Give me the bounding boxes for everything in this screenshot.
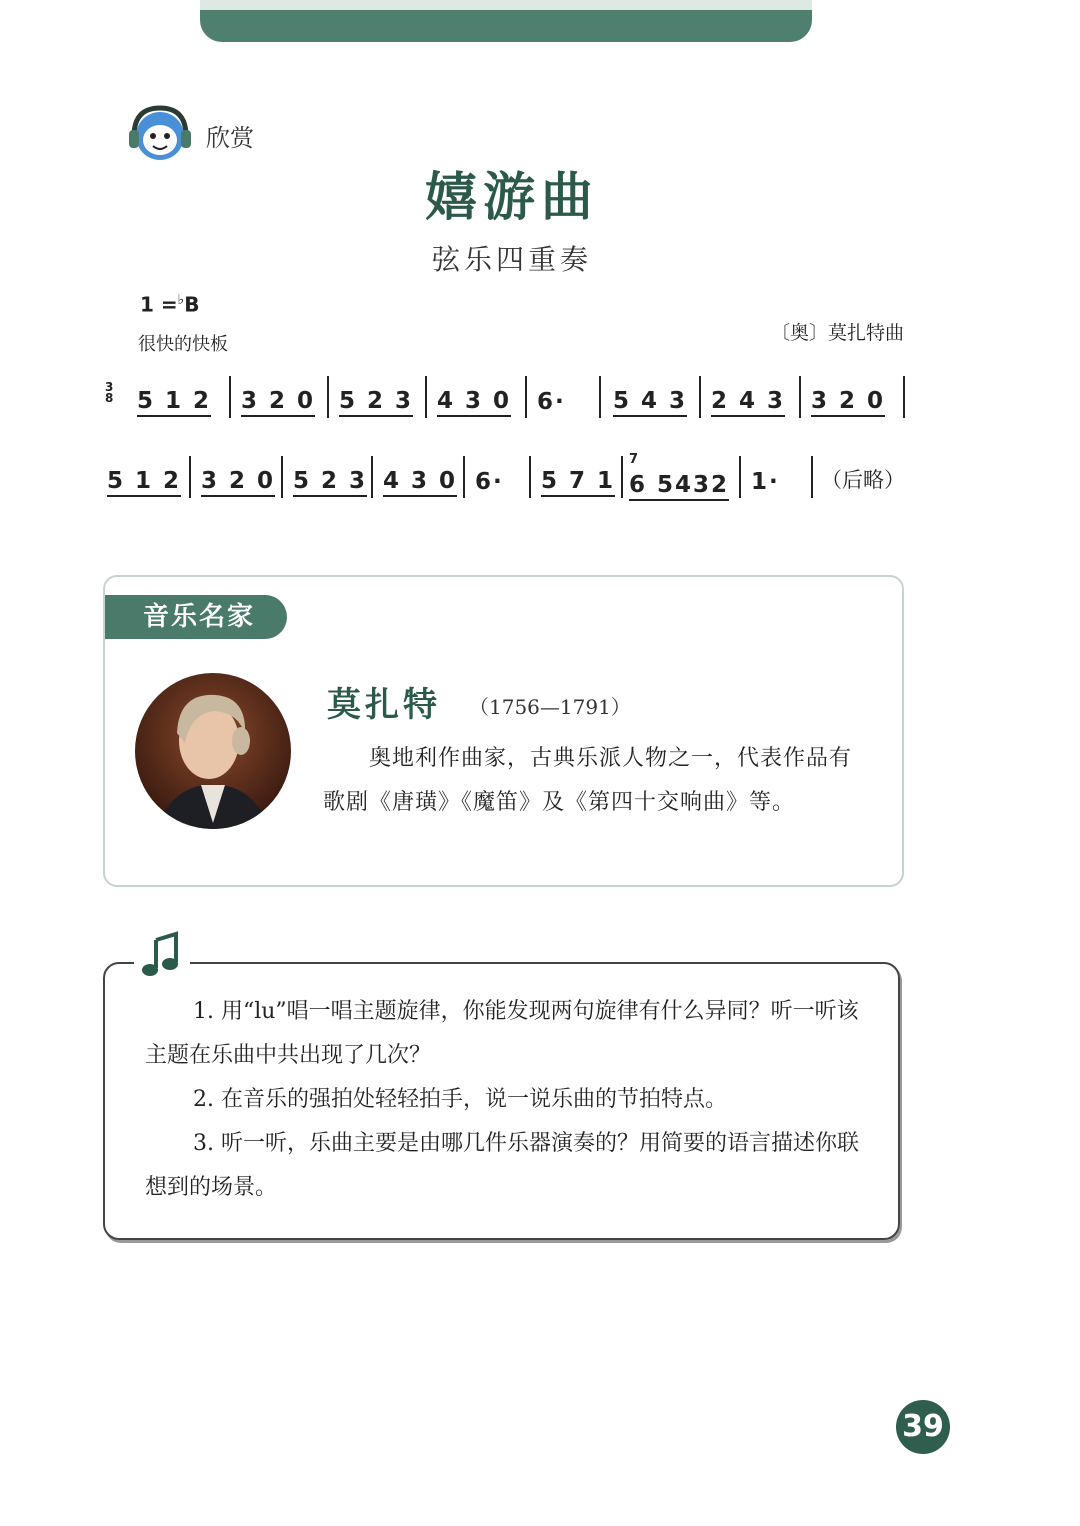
time-signature-top: 3 xyxy=(105,380,114,394)
top-header-tab xyxy=(200,0,812,42)
composer-years: （1756—1791） xyxy=(469,695,631,719)
key-prefix: 1 = xyxy=(140,292,178,317)
barline xyxy=(371,456,373,498)
barline xyxy=(621,456,623,498)
section-label: 欣赏 xyxy=(206,124,254,152)
barline xyxy=(525,376,527,418)
measure xyxy=(711,376,785,428)
measure-notes: 5 2 3 xyxy=(293,468,367,497)
barline xyxy=(281,456,283,498)
barline xyxy=(903,376,905,418)
measure-notes: 5 4 3 xyxy=(613,388,687,417)
measure-notes: 5 7 1 xyxy=(541,468,615,497)
measure-notes: 6· xyxy=(475,469,504,495)
page-number-badge: 39 xyxy=(896,1400,950,1454)
ending-note: （后略） xyxy=(821,468,905,492)
question-list xyxy=(145,990,863,1210)
barline xyxy=(529,456,531,498)
measure xyxy=(339,376,413,428)
piece-title: 嬉游曲 xyxy=(424,167,599,228)
composer-name: 莫扎特 xyxy=(327,685,441,725)
composer-bio: 奥地利作曲家，古典乐派人物之一，代表作品有歌剧《唐璜》《魔笛》及《第四十交响曲》等。 xyxy=(323,746,853,815)
composer-credit: 〔奥〕莫扎特曲 xyxy=(770,322,904,344)
measure-notes: 6 5432 xyxy=(629,472,729,501)
score-line-1 xyxy=(105,376,913,428)
profile-tab-label: 音乐名家 xyxy=(105,595,287,639)
measure xyxy=(629,452,730,508)
score-line-2 xyxy=(105,452,913,508)
grace-note: 7 xyxy=(629,452,639,467)
barline xyxy=(327,376,329,418)
measure-notes: 1· xyxy=(751,469,780,495)
measure xyxy=(537,376,566,428)
mozart-portrait xyxy=(135,673,291,829)
measure xyxy=(201,456,275,508)
piece-subtitle: 弦乐四重奏 xyxy=(431,243,592,276)
measure xyxy=(541,456,615,508)
measure xyxy=(811,376,885,428)
measure xyxy=(137,376,211,428)
measure-notes: 5 1 2 xyxy=(107,468,181,497)
time-signature-bottom: 8 xyxy=(105,391,114,405)
measure xyxy=(383,456,457,508)
question-item: 1. 用“lu”唱一唱主题旋律，你能发现两句旋律有什么异同？听一听该主题在乐曲中共出现了几次？ xyxy=(145,999,859,1068)
measure-notes: 5 1 2 xyxy=(137,388,211,417)
measure-notes: 5 2 3 xyxy=(339,388,413,417)
barline xyxy=(599,376,601,418)
question-item: 2. 在音乐的强拍处轻轻拍手，说一说乐曲的节拍特点。 xyxy=(193,1087,727,1112)
measure xyxy=(751,456,780,508)
barline xyxy=(699,376,701,418)
key-signature xyxy=(140,292,200,317)
measure xyxy=(475,456,504,508)
key-note: B xyxy=(184,292,200,317)
measure xyxy=(241,376,315,428)
tempo-marking: 很快的快板 xyxy=(138,334,228,355)
measure xyxy=(107,456,181,508)
measure-notes: 4 3 0 xyxy=(383,468,457,497)
measure-notes: 3 2 0 xyxy=(201,468,275,497)
barline xyxy=(425,376,427,418)
measure-notes: 3 2 0 xyxy=(811,388,885,417)
barline xyxy=(739,456,741,498)
measure xyxy=(613,376,687,428)
question-item: 3. 听一听，乐曲主要是由哪几件乐器演奏的？用简要的语言描述你联想到的场景。 xyxy=(145,1131,859,1200)
measure-notes: 4 3 0 xyxy=(437,388,511,417)
barline xyxy=(811,456,813,498)
time-signature xyxy=(105,382,113,404)
measure xyxy=(437,376,511,428)
measure xyxy=(293,456,367,508)
measure-notes: 6· xyxy=(537,389,566,415)
barline xyxy=(463,456,465,498)
barline xyxy=(189,456,191,498)
flat-icon: ♭ xyxy=(177,292,185,308)
music-note-icon xyxy=(134,928,190,980)
composer-profile-card xyxy=(103,575,904,887)
barline xyxy=(229,376,231,418)
barline xyxy=(799,376,801,418)
top-header-strip xyxy=(200,0,812,10)
measure-notes: 2 4 3 xyxy=(711,388,785,417)
measure-notes: 3 2 0 xyxy=(241,388,315,417)
